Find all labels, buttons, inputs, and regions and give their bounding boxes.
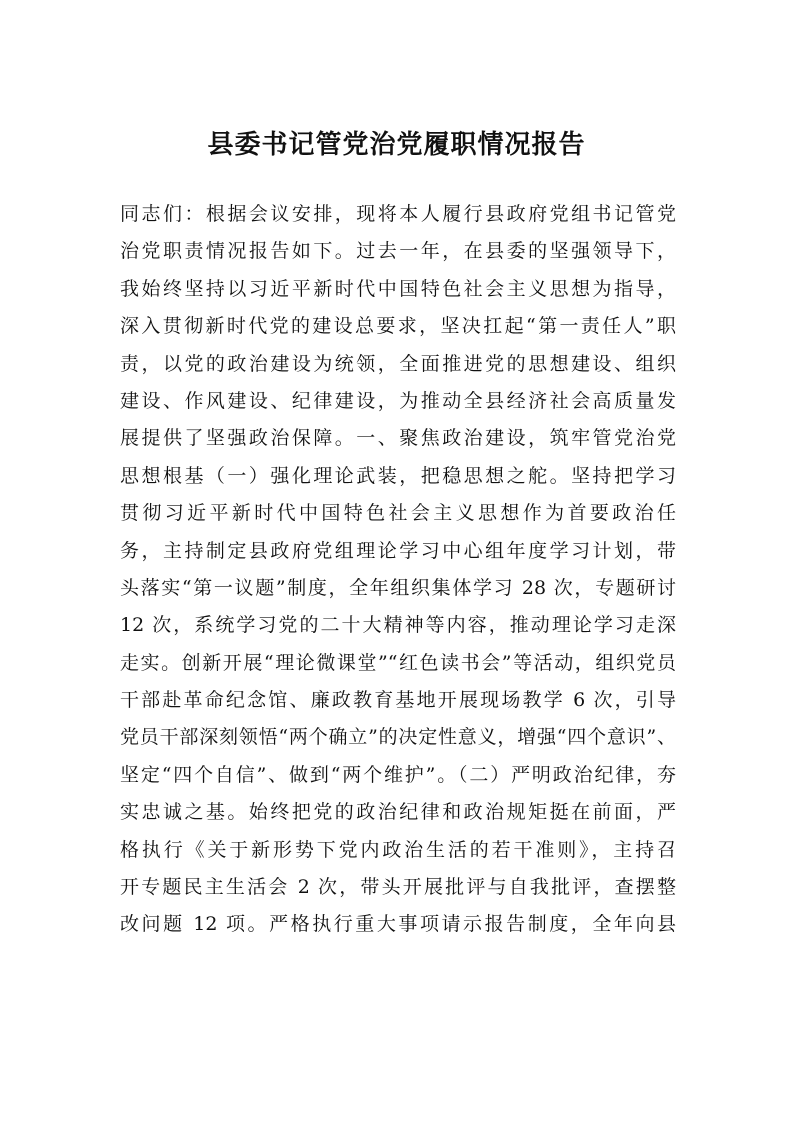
- body-line: 建设、作风建设、纪律建设，为推动全县经济社会高质量发: [120, 389, 676, 412]
- body-line: 务，主持制定县政府党组理论学习中心组年度学习计划，带: [120, 539, 676, 562]
- body-line: 12 次，系统学习党的二十大精神等内容，推动理论学习走深: [120, 614, 676, 637]
- body-line: 格执行《关于新形势下党内政治生活的若干准则》，主持召: [120, 838, 676, 861]
- body-line: 干部赴革命纪念馆、廉政教育基地开展现场教学 6 次，引导: [120, 689, 676, 712]
- body-line: 开专题民主生活会 2 次，带头开展批评与自我批评，查摆整: [120, 876, 676, 899]
- body-line: 实忠诚之基。始终把党的政治纪律和政治规矩挺在前面，严: [120, 801, 676, 824]
- body-line: 走实。创新开展“理论微课堂”“红色读书会”等活动，组织党员: [120, 651, 676, 674]
- body-line: 坚定“四个自信”、做到“两个维护”。（二）严明政治纪律，夯: [120, 763, 676, 786]
- body-line: 我始终坚持以习近平新时代中国特色社会主义思想为指导，: [120, 277, 676, 300]
- body-line: 党员干部深刻领悟“两个确立”的决定性意义，增强“四个意识”、: [120, 726, 676, 749]
- body-line: 贯彻习近平新时代中国特色社会主义思想作为首要政治任: [120, 502, 676, 525]
- body-line: 深入贯彻新时代党的建设总要求，坚决扛起“第一责任人”职: [120, 315, 676, 338]
- body-line: 责，以党的政治建设为统领，全面推进党的思想建设、组织: [120, 352, 676, 375]
- body-line: 同志们：根据会议安排，现将本人履行县政府党组书记管党: [120, 203, 676, 225]
- body-line: 改问题 12 项。严格执行重大事项请示报告制度，全年向县: [120, 913, 676, 936]
- body-line: 头落实“第一议题”制度，全年组织集体学习 28 次，专题研讨: [120, 576, 676, 599]
- body-line: 治党职责情况报告如下。过去一年，在县委的坚强领导下，: [120, 240, 676, 263]
- body-line: 思想根基（一）强化理论武装，把稳思想之舵。坚持把学习: [120, 464, 676, 487]
- document-body: [120, 196, 676, 944]
- body-line: 展提供了坚强政治保障。一、聚焦政治建设，筑牢管党治党: [120, 427, 676, 450]
- document-title: 县委书记管党治党履职情况报告: [207, 130, 586, 160]
